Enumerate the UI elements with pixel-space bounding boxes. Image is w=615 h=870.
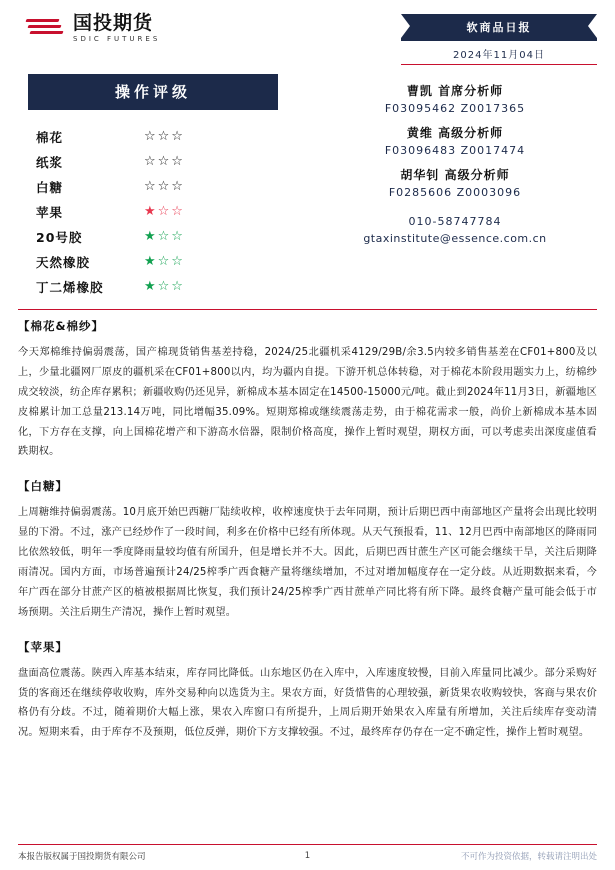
rating-row (36, 224, 304, 249)
rating-list (36, 124, 304, 299)
rating-stars: ☆☆☆ (144, 129, 185, 144)
report-date: 2024年11月04日 (401, 41, 597, 65)
rating-stars: ☆☆☆ (144, 179, 185, 194)
header-columns (18, 74, 597, 299)
rating-stars: ★☆☆ (144, 254, 185, 269)
contact-phone: 010-58747784 (408, 215, 502, 228)
report-banner-label: 软商品日报 (401, 14, 597, 41)
rating-item-label: 纸浆 (36, 154, 64, 170)
analyst-name: 黄维 高级分析师 (406, 126, 504, 140)
rating-stars: ★☆☆ (144, 229, 185, 244)
brand-text (73, 14, 160, 43)
rating-row (36, 249, 304, 274)
rating-item-label: 天然橡胶 (36, 254, 91, 270)
rating-stars: ☆☆☆ (144, 154, 185, 169)
footer-page-number: 1 (304, 851, 311, 861)
rating-stars: ★☆☆ (144, 204, 185, 219)
rating-row (36, 149, 304, 174)
analyst-entry (320, 166, 590, 199)
analyst-license-code: F0285606 Z0003096 (388, 186, 522, 199)
section-title: 【白糖】 (18, 479, 68, 494)
rating-panel (18, 74, 304, 299)
section-cotton (18, 318, 597, 462)
analyst-license-code: F03095462 Z0017365 (384, 102, 526, 115)
rating-item-label: 丁二烯橡胶 (36, 279, 104, 295)
report-flag (401, 14, 597, 65)
contact-block (320, 215, 590, 245)
page-footer (18, 844, 597, 862)
page-header (18, 14, 597, 70)
analyst-panel (320, 74, 590, 299)
section-body: 盘面高位震荡。陕西入库基本结束，库存同比降低。山东地区仍在入库中，入库速度较慢，目前入库量同比减少。部分采购好货的客商还在继续停收收购，库外交易种向以选货为主。果农方面，好货惜售的心理较强，新货果农收购较快，客商与果农价格仍有分歧。不过，随着期价大幅上涨，果农入库窗口有所提升，上周后期开始果农入库量有所增加，关注后续库存变动清况。短期来看，由于库存不及预期，低位反弹，期价下方支撑较强。不过，最终库存仍存在一定不确定性，操作上暂时观望。 (18, 667, 597, 739)
rating-row (36, 199, 304, 224)
analyst-entry (320, 124, 590, 157)
brand-name-cn: 国投期货 (73, 12, 154, 34)
section-sugar (18, 478, 597, 622)
brand-logo (18, 14, 160, 43)
header-divider (18, 309, 597, 310)
contact-email[interactable]: gtaxinstitute@essence.com.cn (363, 232, 547, 245)
rating-row (36, 174, 304, 199)
rating-panel-title: 操作评级 (28, 74, 278, 110)
rating-item-label: 20号胶 (36, 229, 83, 245)
brand-name-en: SDIC FUTURES (73, 35, 161, 43)
rating-item-label: 白糖 (36, 179, 64, 195)
rating-item-label: 棉花 (36, 129, 64, 145)
section-body: 今天郑棉维持偏弱震荡，国产棉现货销售基差持稳，2024/25北疆机采4129/29B/余3.5内较多销售基差在CF01+800及以上，少量北疆网厂原皮的疆机采在CF01+800以内，均为疆内自提。下游开机总体转稳，对于棉花本阶段用题实力上，纺棉纱成交较淡，纺企库存累积；新疆收购仍还见异，新棉成本基本固定在14500-15000元/吨。截止到2024年11月3日，新疆地区皮棉累计加工总量213.14万吨，同比增幅35.09%。短期郑棉或继续震荡走势，由于棉花需求一般，尚价上新棉成本基本固化，下方存在支撑，向上国棉花增产和下游高水倍器，限制价格高度，操作上暂时观望，期权方面，可以考虑卖出深度虚值看跌期权。 (18, 347, 597, 458)
logo-mark-icon (26, 16, 66, 42)
analyst-list (320, 82, 590, 199)
section-title: 【苹果】 (18, 639, 68, 654)
rating-stars: ★☆☆ (144, 279, 185, 294)
footer-copyright: 本报告版权属于国投期货有限公司 (18, 852, 146, 862)
section-apple (18, 639, 597, 744)
rating-row (36, 124, 304, 149)
rating-row (36, 274, 304, 299)
analyst-entry (320, 82, 590, 115)
footer-disclaimer: 不可作为投资依据，转载请注明出处 (460, 852, 597, 862)
analyst-name: 曹凯 首席分析师 (406, 84, 504, 98)
section-title: 【棉花&棉纱】 (18, 319, 105, 333)
rating-item-label: 苹果 (36, 204, 64, 220)
analyst-name: 胡华钊 高级分析师 (400, 168, 510, 182)
analyst-license-code: F03096483 Z0017474 (384, 144, 526, 157)
section-body: 上周糖维持偏弱震荡。10月底开始巴西糖厂陆续收榨，收榨速度快于去年同期，预计后期巴西中南部地区产量将会出现比较明显的下滑。不过，涨产已经炒作了一段时间，利多在价格中已经有所体现。从天气预报看，11、12月巴西中南部地区的降雨同比依然较低，明年一季度降雨量较均值有所国升，但是增长并不大。因此，后期巴西甘蔗生产区可能会继续干旱，关注后期降雨清况。国内方面，市场普遍预计24/25榨季广西食糖产量将继续增加，不过对增加幅度存在一定分歧。从近期数据来看，今年广西在部分甘蔗产区的植被根据周比恢复，我们预计24/25榨季广西甘蔗单产同比将有所下降。最终食糖产量可能会低于市场预期。关注后期生产清况，操作上暂时观望。 (18, 507, 597, 618)
